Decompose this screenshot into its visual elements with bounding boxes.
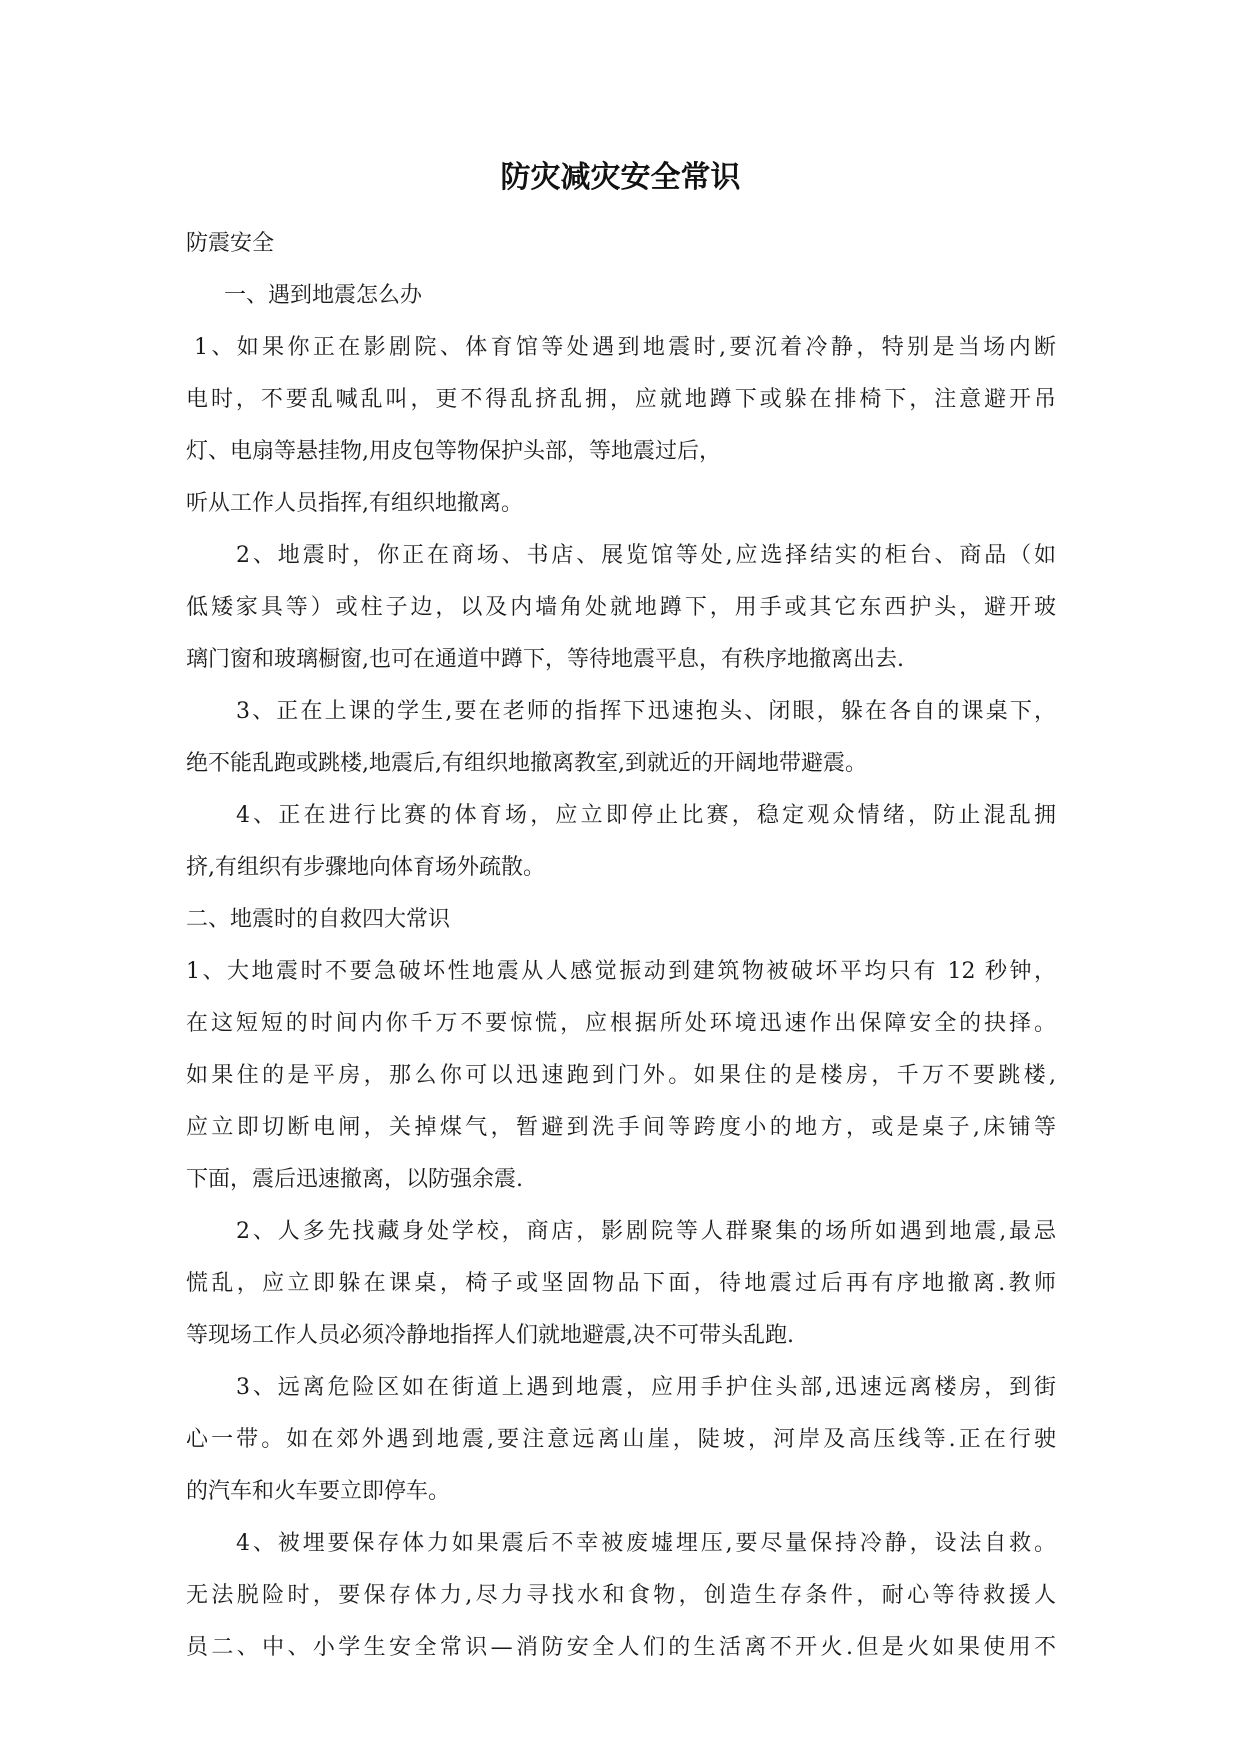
document-title: 防灾减灾安全常识: [500, 160, 741, 195]
paragraph-line: 绝不能乱跑或跳楼,地震后,有组织地撤离教室,到就近的开阔地带避震。: [186, 751, 867, 776]
paragraph-line: 员二、中、小学生安全常识—消防安全人们的生活离不开火.但是火如果使用不: [186, 1635, 1056, 1660]
section-heading: 防震安全: [186, 231, 275, 256]
paragraph-line: 4、正在进行比赛的体育场，应立即停止比赛，稳定观众情绪，防止混乱拥: [236, 803, 1056, 828]
paragraph-line: 应立即切断电闸，关掉煤气，暂避到洗手间等跨度小的地方，或是桌子,床铺等: [186, 1115, 1056, 1140]
paragraph-line: 无法脱险时，要保存体力,尽力寻找水和食物，创造生存条件，耐心等待救援人: [186, 1583, 1056, 1608]
paragraph-line: 的汽车和火车要立即停车。: [186, 1479, 451, 1504]
paragraph-line: 灯、电扇等悬挂物,用皮包等物保护头部，等地震过后，: [186, 439, 721, 464]
paragraph-line: 电时，不要乱喊乱叫，更不得乱挤乱拥，应就地蹲下或躲在排椅下，注意避开吊: [186, 387, 1056, 412]
paragraph-line: 等现场工作人员必须冷静地指挥人们就地避震,决不可带头乱跑.: [186, 1323, 794, 1348]
paragraph-line: 慌乱，应立即躲在课桌，椅子或坚固物品下面，待地震过后再有序地撤离.教师: [186, 1271, 1056, 1296]
paragraph-line: 心一带。如在郊外遇到地震,要注意远离山崖，陡坡，河岸及高压线等.正在行驶: [186, 1427, 1056, 1452]
paragraph-line: 在这短短的时间内你千万不要惊慌，应根据所处环境迅速作出保障安全的抉择。: [186, 1011, 1056, 1036]
paragraph-line: 低矮家具等）或柱子边，以及内墙角处就地蹲下，用手或其它东西护头，避开玻: [186, 595, 1056, 620]
paragraph-line: 璃门窗和玻璃橱窗,也可在通道中蹲下，等待地震平息，有秩序地撤离出去.: [186, 647, 904, 672]
paragraph-line: 2、地震时，你正在商场、书店、展览馆等处,应选择结实的柜台、商品（如: [236, 543, 1056, 568]
paragraph-line: 1、如果你正在影剧院、体育馆等处遇到地震时,要沉着冷静，特别是当场内断: [194, 335, 1056, 360]
paragraph-line: 听从工作人员指挥,有组织地撤离。: [186, 491, 523, 516]
paragraph-line: 3、正在上课的学生,要在老师的指挥下迅速抱头、闭眼，躲在各自的课桌下，: [236, 699, 1056, 724]
paragraph-line: 1、大地震时不要急破坏性地震从人感觉振动到建筑物被破坏平均只有 12 秒钟，: [186, 959, 1056, 984]
section-heading-2: 二、地震时的自救四大常识: [186, 907, 451, 932]
paragraph-line: 2、人多先找藏身处学校，商店，影剧院等人群聚集的场所如遇到地震,最忌: [236, 1219, 1056, 1244]
paragraph-line: 4、被埋要保存体力如果震后不幸被废墟埋压,要尽量保持冷静，设法自救。: [236, 1531, 1056, 1556]
subsection-heading: 一、遇到地震怎么办: [224, 283, 423, 308]
paragraph-line: 如果住的是平房，那么你可以迅速跑到门外。如果住的是楼房，千万不要跳楼,: [186, 1063, 1056, 1088]
paragraph-line: 3、远离危险区如在街道上遇到地震，应用手护住头部,迅速远离楼房，到街: [236, 1375, 1056, 1400]
paragraph-line: 下面，震后迅速撤离，以防强余震.: [186, 1167, 523, 1192]
paragraph-line: 挤,有组织有步骤地向体育场外疏散。: [186, 855, 545, 880]
